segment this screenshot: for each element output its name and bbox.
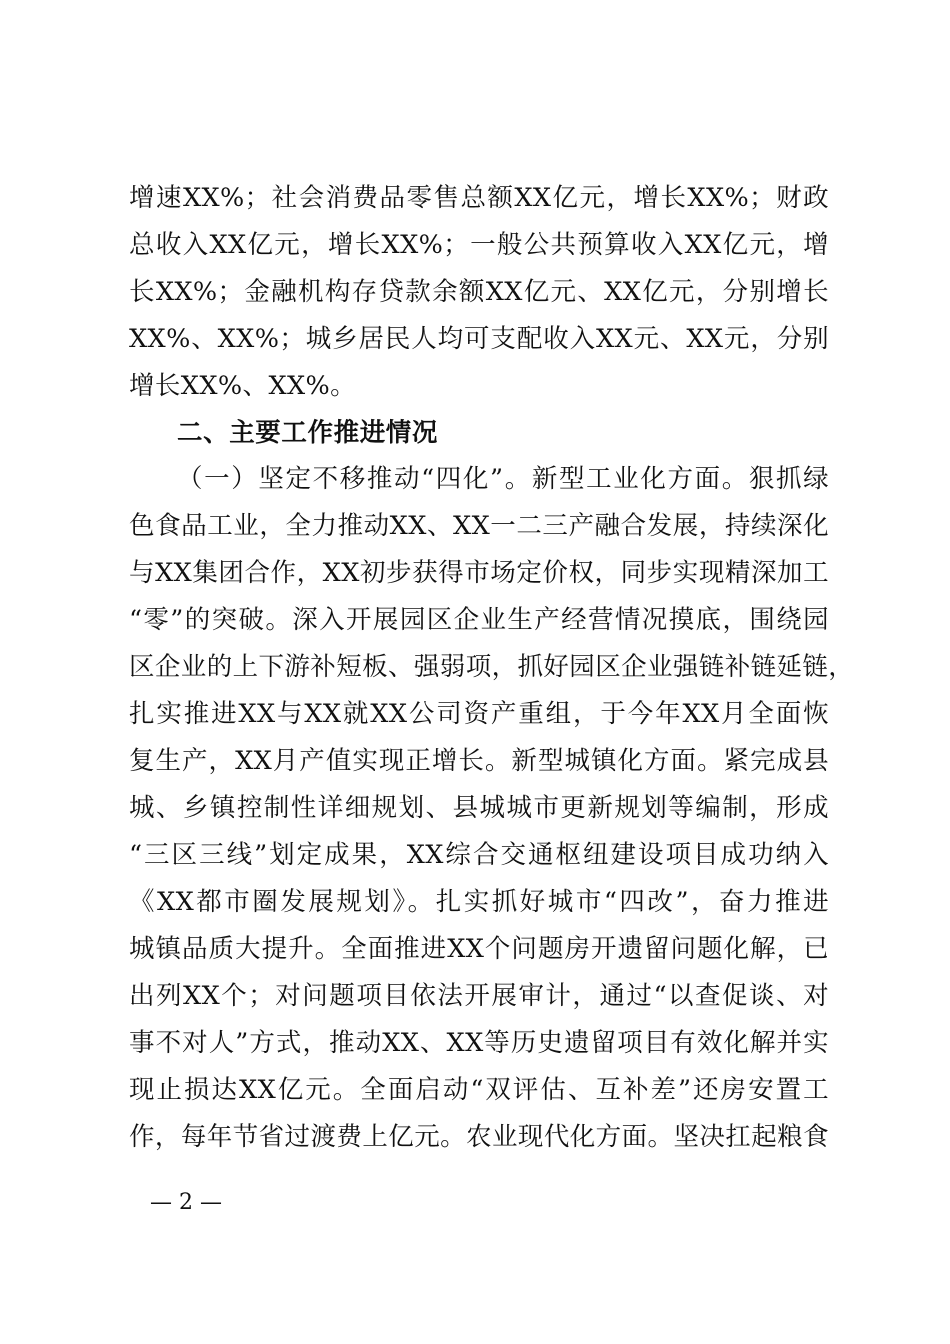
section-heading-block (129, 410, 829, 457)
text-line: 事不对人”方式，推动XX、XX等历史遗留项目有效化解并实 (129, 1028, 829, 1058)
text-line: 区企业的上下游补短板、强弱项，抓好园区企业强链补链延链， (129, 652, 855, 682)
text-line: 作，每年节省过渡费上亿元。农业现代化方面。坚决扛起粮食 (129, 1122, 829, 1152)
paragraph-subsection-one (129, 456, 855, 1161)
text-line: XX%、XX%；城乡居民人均可支配收入XX元、XX元，分别 (129, 324, 829, 354)
text-line: 总收入XX亿元，增长XX%；一般公共预算收入XX亿元，增 (129, 230, 829, 260)
text-line: 扎实推进XX与XX就XX公司资产重组，于今年XX月全面恢 (129, 699, 829, 729)
text-line: 与XX集团合作，XX初步获得市场定价权，同步实现精深加工 (129, 558, 829, 588)
text-line: 长XX%；金融机构存贷款余额XX亿元、XX亿元，分别增长 (129, 277, 829, 307)
text-line: 复生产，XX月产值实现正增长。新型城镇化方面。紧完成县 (129, 746, 829, 776)
text-line: 城镇品质大提升。全面推进XX个问题房开遗留问题化解，已 (129, 934, 829, 964)
text-line: 增长XX%、XX%。 (129, 371, 357, 401)
text-line: 增速XX%；社会消费品零售总额XX亿元，增长XX%；财政 (129, 183, 829, 213)
text-line: “零”的突破。深入开展园区企业生产经营情况摸底，围绕园 (129, 605, 829, 635)
text-line: （一）坚定不移推动“四化”。新型工业化方面。狠抓绿 (177, 464, 829, 494)
text-line: 出列XX个；对问题项目依法开展审计，通过“以查促谈、对 (129, 981, 829, 1011)
paragraph-continuation (129, 175, 829, 410)
text-line: 城、乡镇控制性详细规划、县城城市更新规划等编制，形成 (129, 793, 829, 823)
text-line: 色食品工业，全力推动XX、XX一二三产融合发展，持续深化 (129, 511, 829, 541)
section-heading: 二、主要工作推进情况 (177, 418, 439, 448)
text-line: 《XX都市圈发展规划》。扎实抓好城市“四改”，奋力推进 (129, 887, 829, 917)
text-line: “三区三线”划定成果，XX综合交通枢纽建设项目成功纳入 (129, 840, 829, 870)
page-number: — 2 — (150, 1190, 222, 1215)
text-line: 现止损达XX亿元。全面启动“双评估、互补差”还房安置工 (129, 1075, 829, 1105)
